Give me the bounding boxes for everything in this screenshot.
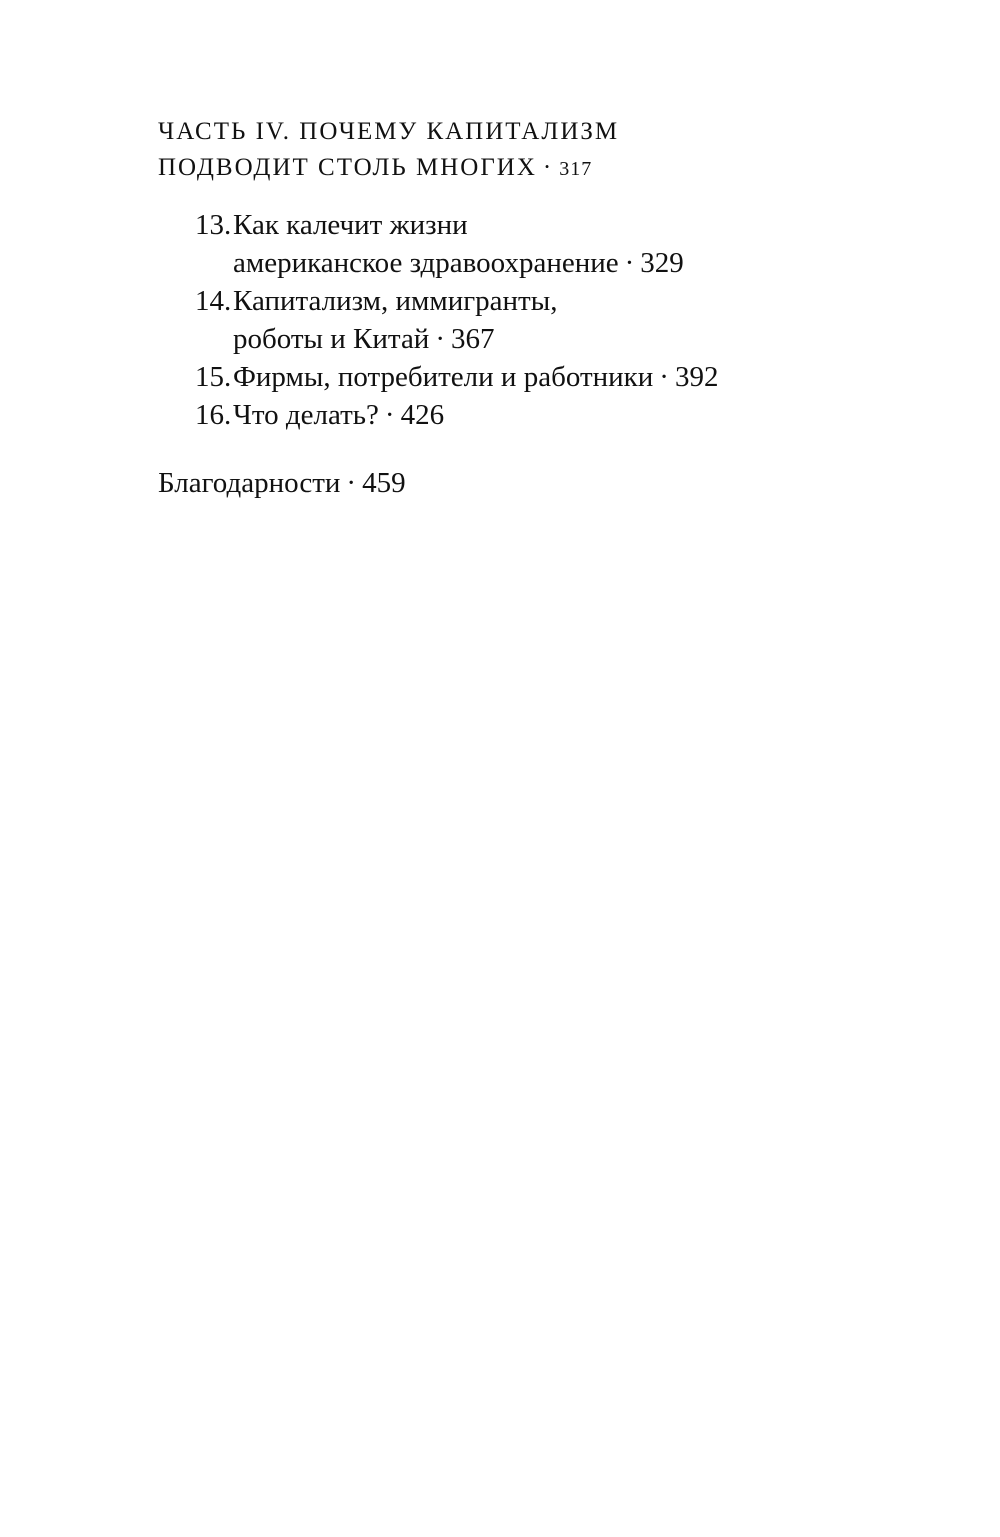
chapter-number: 15. — [195, 361, 232, 393]
chapter-title-line-2 — [233, 320, 895, 358]
chapter-15[interactable] — [195, 358, 895, 396]
chapter-title-text: американское здравоохранение — [233, 247, 619, 279]
chapter-title-line-1 — [233, 396, 895, 434]
chapter-page-number: 392 — [674, 361, 719, 393]
part-title-text: ПОДВОДИТ СТОЛЬ МНОГИХ — [158, 154, 537, 181]
chapter-separator: · — [384, 399, 395, 431]
chapter-number: 13. — [195, 209, 232, 241]
part-page-number: 317 — [559, 158, 593, 180]
chapter-page-number: 367 — [451, 323, 495, 355]
chapter-separator: · — [659, 361, 669, 393]
part-title-line-1: ЧАСТЬ IV. ПОЧЕМУ КАПИТАЛИЗМ — [158, 118, 620, 145]
chapter-title-line-1: Как калечит жизни — [233, 209, 468, 241]
part-separator: · — [542, 154, 554, 181]
chapter-16[interactable] — [195, 396, 895, 434]
chapter-title-text: роботы и Китай — [233, 323, 430, 355]
chapter-13[interactable] — [195, 206, 895, 282]
chapter-number: 14. — [195, 285, 232, 317]
chapter-page-number: 426 — [400, 399, 445, 431]
chapter-title-text: Что делать? — [233, 399, 379, 431]
chapter-list — [195, 206, 895, 434]
chapter-title-text: Фирмы, потребители и работники — [233, 361, 654, 393]
acknowledgements-entry[interactable] — [158, 464, 406, 502]
chapter-separator: · — [435, 323, 446, 355]
chapter-title-line-2 — [233, 244, 895, 282]
part-title-line-2 — [158, 150, 858, 187]
chapter-14[interactable] — [195, 282, 895, 358]
acknowledgements-page-number: 459 — [362, 467, 406, 499]
chapter-separator: · — [624, 247, 635, 279]
chapter-title-line-1 — [233, 358, 895, 396]
part-heading — [158, 114, 858, 187]
chapter-number: 16. — [195, 399, 232, 431]
chapter-title-line-1: Капитализм, иммигранты, — [233, 285, 558, 317]
chapter-page-number: 329 — [640, 247, 684, 279]
acknowledgements-title: Благодарности — [158, 467, 341, 499]
acknowledgements-separator: · — [346, 467, 357, 499]
